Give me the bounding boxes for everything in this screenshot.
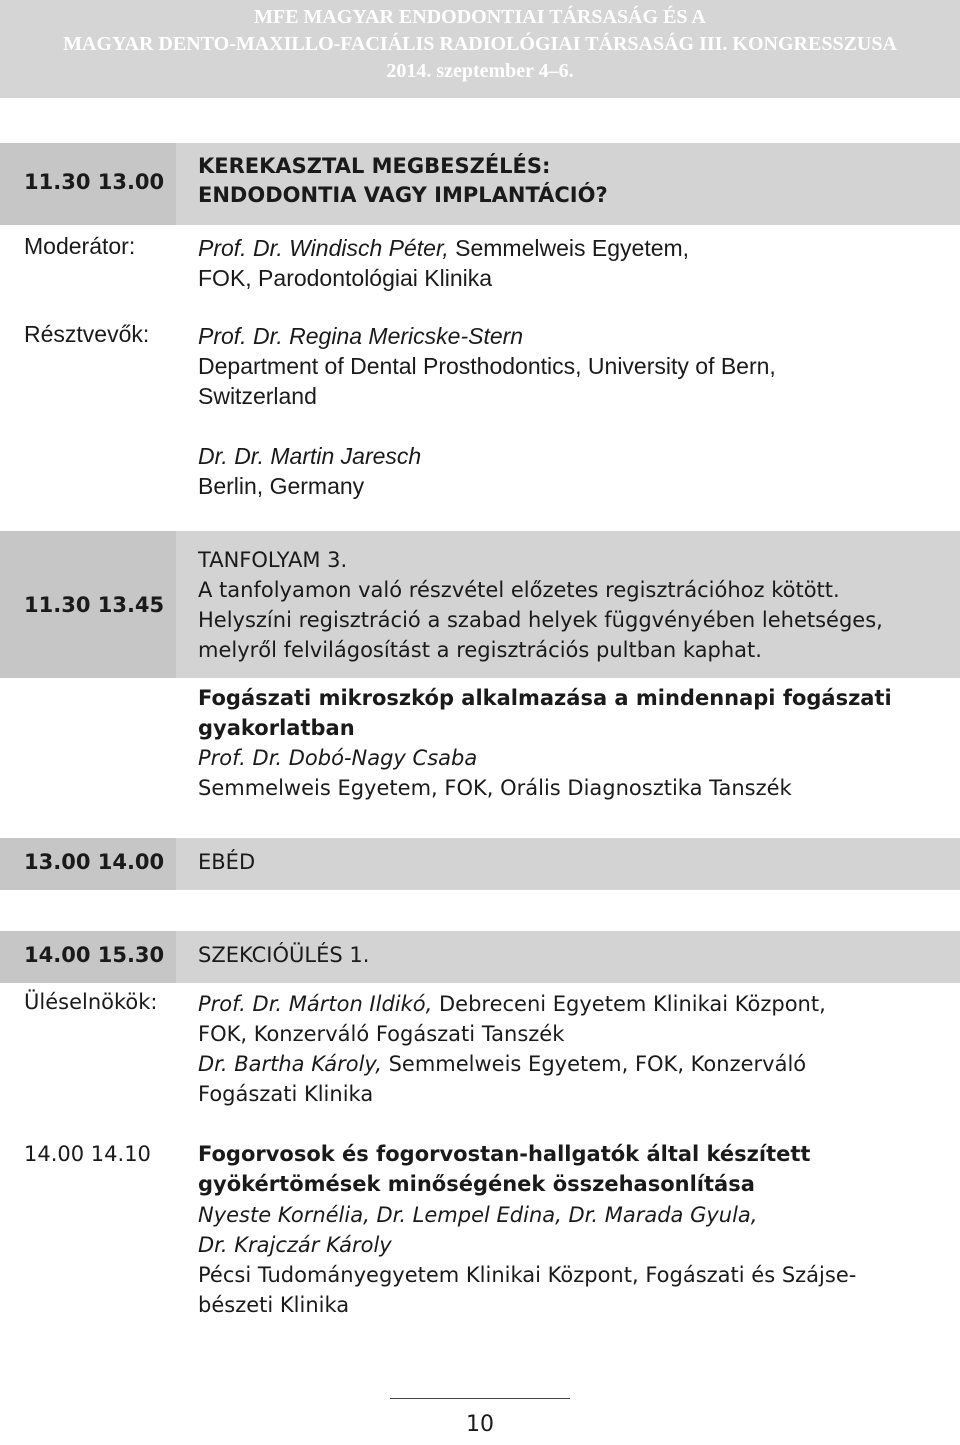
chair-2-affiliation-1: Semmelweis Egyetem, FOK, Konzerváló	[381, 1052, 807, 1076]
header-line-1: MFE MAGYAR ENDODONTIAI TÁRSASÁG ÉS A	[254, 6, 706, 28]
moderator-label: Moderátor:	[24, 233, 136, 259]
talk-authors-line-1: Nyeste Kornélia, Dr. Lempel Edina, Dr. Marada Gyula,	[198, 1203, 758, 1227]
header-line-2: MAGYAR DENTO-MAXILLO-FACIÁLIS RADIOLÓGIAI TÁRSASÁG III. KONGRESSZUSA	[63, 33, 897, 55]
participant-1-name: Prof. Dr. Regina Mericske-Stern	[198, 323, 524, 349]
moderator-affiliation-1: Semmelweis Egyetem,	[448, 235, 690, 261]
moderator-line-1	[198, 233, 689, 263]
header-line-3: 2014. szeptember 4–6.	[386, 60, 574, 82]
chairs-label: Üléselnökök:	[24, 990, 158, 1014]
course-note-3: melyről felvilágosítást a regisztrációs pultban kaphat.	[198, 638, 762, 662]
course-topic-line-2: gyakorlatban	[198, 716, 355, 740]
session-1-title-line-2: ENDODONTIA VAGY IMPLANTÁCIÓ?	[198, 183, 608, 207]
session-1-time: 11.30 13.00	[24, 170, 165, 194]
page-number: 10	[466, 1412, 494, 1437]
course-note-2: Helyszíni regisztráció a szabad helyek függvényében lehetséges,	[198, 608, 883, 632]
session-3-time: 13.00 14.00	[24, 850, 165, 874]
participant-2-affiliation: Berlin, Germany	[198, 473, 365, 499]
participant-1-affiliation-1: Department of Dental Prosthodontics, University of Bern,	[198, 353, 776, 379]
talk-title-line-1: Fogorvosok és fogorvostan-hallgatók által készített	[198, 1142, 811, 1166]
session-2-time: 11.30 13.45	[24, 593, 165, 617]
section-1-title: SZEKCIÓÜLÉS 1.	[198, 943, 370, 967]
talk-affiliation-line-2: bészeti Klinika	[198, 1293, 350, 1317]
chair-1-name: Prof. Dr. Márton Ildikó,	[198, 992, 433, 1016]
talk-time: 14.00 14.10	[24, 1142, 151, 1166]
participant-1-affiliation-2: Switzerland	[198, 383, 317, 409]
course-speaker: Prof. Dr. Dobó-Nagy Csaba	[198, 746, 478, 770]
talk-affiliation-line-1: Pécsi Tudományegyetem Klinikai Központ, Fogászati és Szájse-	[198, 1263, 857, 1287]
chair-2-name: Dr. Bartha Károly,	[198, 1052, 382, 1076]
session-1-title-line-1: KEREKASZTAL MEGBESZÉLÉS:	[198, 154, 551, 178]
chair-1-affiliation-2: FOK, Konzerváló Fogászati Tanszék	[198, 1022, 565, 1046]
moderator-affiliation-2: FOK, Parodontológiai Klinika	[198, 265, 493, 291]
footer-divider	[390, 1398, 570, 1399]
chair-2-affiliation-2: Fogászati Klinika	[198, 1082, 374, 1106]
chair-1-line-1	[198, 990, 826, 1020]
talk-title-line-2: gyökértömések minőségének összehasonlítása	[198, 1172, 755, 1196]
moderator-name: Prof. Dr. Windisch Péter,	[198, 235, 449, 261]
course-topic-line-1: Fogászati mikroszkóp alkalmazása a mindennapi fogászati	[198, 686, 892, 710]
course-note-1: A tanfolyamon való részvétel előzetes regisztrációhoz kötött.	[198, 578, 840, 602]
chair-1-affiliation-1: Debreceni Egyetem Klinikai Központ,	[432, 992, 826, 1016]
talk-authors-line-2: Dr. Krajczár Károly	[198, 1233, 392, 1257]
course-affiliation: Semmelweis Egyetem, FOK, Orális Diagnosztika Tanszék	[198, 776, 792, 800]
session-4-time: 14.00 15.30	[24, 943, 165, 967]
participant-2-name: Dr. Dr. Martin Jaresch	[198, 443, 422, 469]
participants-label: Résztvevők:	[24, 321, 150, 347]
congress-header	[0, 0, 960, 98]
course-title: TANFOLYAM 3.	[198, 548, 348, 572]
lunch-title: EBÉD	[198, 850, 256, 874]
chair-2-line-1	[198, 1050, 806, 1080]
